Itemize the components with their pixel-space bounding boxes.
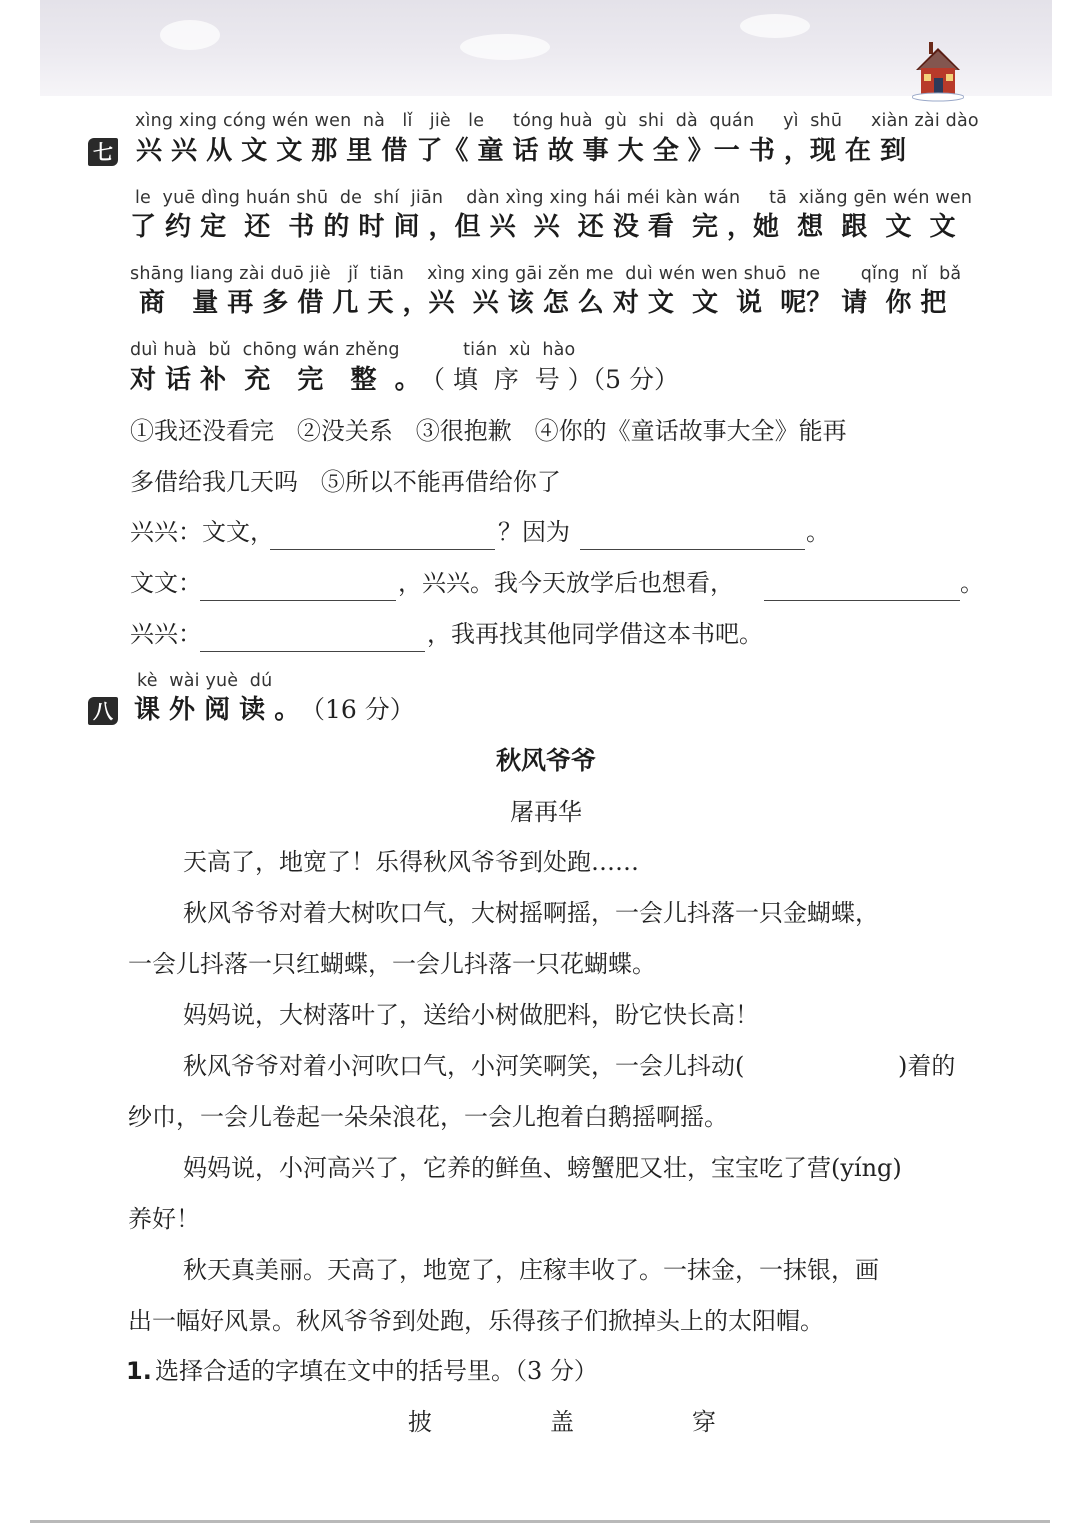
story-title: 秋风爷爷 [496,746,597,775]
story-paragraph: 养好！ [128,1205,200,1233]
question-text-line: 了 约 定 还 书 的 时 间 ，但 兴 兴 还 没 看 完 ，她 想 跟 文 文 [130,212,956,242]
dialogue-text: 文文： [130,569,202,597]
dialogue-text: 。 [806,518,830,546]
dialogue-text: ？因为 [498,518,570,546]
section-heading: 课 外 阅 读 。 [134,695,301,725]
snow-texture [160,20,220,50]
story-paragraph: 妈妈说，大树落叶了，送给小树做肥料，盼它快长高！ [183,1001,759,1029]
pinyin-line: duì huà bǔ chōng wán zhěng tián xù hào [130,340,576,360]
choice-word: 披 [408,1408,432,1436]
story-paragraph: 天高了，地宽了！乐得秋风爷爷到处跑…… [183,848,639,876]
pinyin-line: xìng xing cóng wén wen nà lǐ jiè le tóng huà gù shi dà quán yì shū xiàn zài dào [135,111,979,131]
story-paragraph: 秋天真美丽。天高了，地宽了，庄稼丰收了。一抹金，一抹银，画 [183,1256,879,1284]
snow-texture [460,34,550,60]
dialogue-text: ，我再找其他同学借这本书吧。 [427,620,763,648]
section-7-badge: 七 [88,138,118,166]
choice-word: 盖 [550,1408,574,1436]
question-text: 选择合适的字填在文中的括号里。（3 分） [155,1357,598,1385]
page-bottom-rule [30,1520,1050,1523]
dialogue-text: 兴兴： [130,620,202,648]
story-paragraph: 出一幅好风景。秋风爷爷到处跑，乐得孩子们掀掉头上的太阳帽。 [128,1307,824,1335]
house-icon [912,40,964,102]
answer-blank[interactable] [200,651,425,652]
story-paragraph: 秋风爷爷对着小河吹口气，小河笑啊笑，一会儿抖动( [183,1052,745,1080]
choice-word: 穿 [692,1408,716,1436]
answer-blank[interactable] [580,549,805,550]
instruction-text: （ 填 序 号 ）（5 分） [420,365,680,394]
story-paragraph: 秋风爷爷对着大树吹口气，大树摇啊摇，一会儿抖落一只金蝴蝶， [183,899,879,927]
pinyin-line: kè wài yuè dú [137,671,273,691]
story-paragraph: 一会儿抖落一只红蝴蝶，一会儿抖落一只花蝴蝶。 [128,950,656,978]
dialogue-text: 。 [960,569,984,597]
score-text: （16 分） [300,695,415,724]
answer-blank[interactable] [764,600,960,601]
dialogue-text: 兴兴：文文， [130,518,274,546]
question-text-line: 对 话 补 充 完 整 。 [130,365,421,395]
story-paragraph: 纱巾，一会儿卷起一朵朵浪花，一会儿抱着白鹅摇啊摇。 [128,1103,728,1131]
question-text-line: 商 量 再 多 借 几 天 ，兴 兴 该 怎 么 对 文 文 说 呢？ 请 你 把 [130,288,947,318]
answer-blank[interactable] [200,600,396,601]
section-8-badge: 八 [88,697,118,725]
story-paragraph: 妈妈说，小河高兴了，它养的鲜鱼、螃蟹肥又壮，宝宝吃了营(yíng) [183,1154,902,1182]
pinyin-line: shāng liang zài duō jiè jǐ tiān xìng xing gāi zěn me duì wén wen shuō ne qǐng nǐ bǎ [130,264,962,284]
answer-blank[interactable] [270,549,495,550]
question-text-line: 兴 兴 从 文 文 那 里 借 了《 童 话 故 事 大 全 》一 书 ，现 在 到 [136,136,906,166]
answer-bracket-text: )着的 [898,1052,956,1080]
header-band [40,0,1052,96]
snow-texture [740,14,810,38]
option-list: 多借给我几天吗 ⑤所以不能再借给你了 [130,468,561,496]
option-list: ①我还没看完 ②没关系 ③很抱歉 ④你的《童话故事大全》能再 [130,417,847,445]
pinyin-line: le yuē dìng huán shū de shí jiān dàn xìng xing hái méi kàn wán tā xiǎng gēn wén wen [135,188,973,208]
story-author: 屠再华 [510,798,582,826]
question-number: 1. [126,1357,152,1385]
dialogue-text: ，兴兴。我今天放学后也想看， [398,569,734,597]
